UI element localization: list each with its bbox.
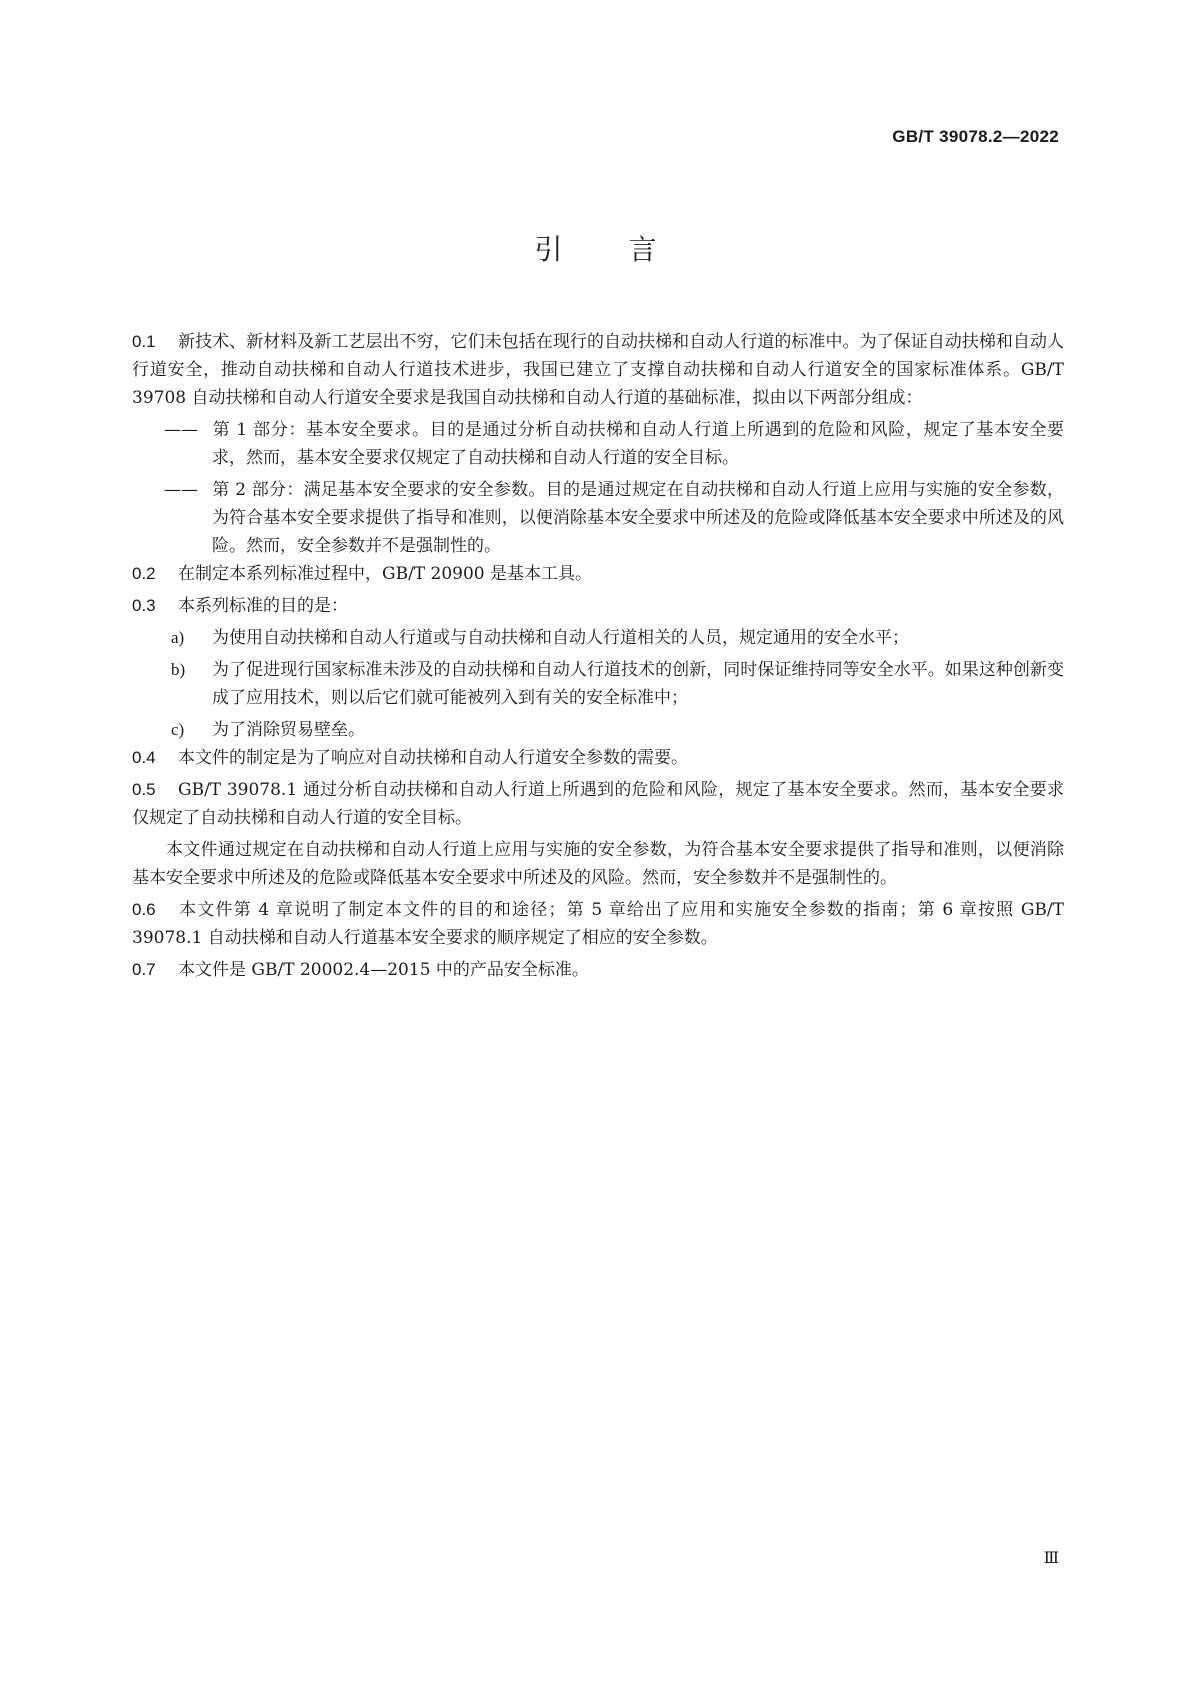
section-number: 0.2 bbox=[132, 564, 156, 583]
section-text: 新技术、新材料及新工艺层出不穷，它们未包括在现行的自动扶梯和自动人行道的标准中。为了保证自动扶梯和自动人行道安全，推动自动扶梯和自动人行道技术进步，我国已建立了支撑自动扶梯和自动人行道安全的国家标准体系。GB/T 39708 自动扶梯和自动人行道安全要求是我国自动扶梯和自动人行道的基础标准，拟由以下两部分组成： bbox=[132, 332, 1064, 408]
section-number: 0.1 bbox=[132, 332, 156, 351]
list-item-text: 为了消除贸易壁垒。 bbox=[212, 720, 365, 740]
dash-marker: —— bbox=[164, 420, 198, 440]
section-number: 0.5 bbox=[132, 780, 156, 799]
dash-item-text: 第 1 部分：基本安全要求。目的是通过分析自动扶梯和自动人行道上所遇到的危险和风险，规定了基本安全要求，然而，基本安全要求仅规定了自动扶梯和自动人行道的安全目标。 bbox=[212, 420, 1064, 468]
list-item-text: 为了促进现行国家标准未涉及的自动扶梯和自动人行道技术的创新，同时保证维持同等安全水平。如果这种创新变成了应用技术，则以后它们就可能被列入到有关的安全标准中； bbox=[212, 660, 1064, 708]
section-number: 0.6 bbox=[132, 900, 156, 919]
dash-marker: —— bbox=[164, 480, 198, 500]
section-text: GB/T 39078.1 通过分析自动扶梯和自动人行道上所遇到的危险和风险，规定了基本安全要求。然而，基本安全要求仅规定了自动扶梯和自动人行道的安全目标。 bbox=[132, 780, 1064, 828]
list-marker: c) bbox=[171, 720, 185, 739]
section-0-1 bbox=[132, 328, 1064, 412]
section-text: 本系列标准的目的是： bbox=[178, 596, 348, 616]
dash-item-part-2 bbox=[132, 476, 1064, 560]
list-item-c bbox=[132, 716, 1064, 744]
page-number: Ⅲ bbox=[1043, 1550, 1059, 1567]
section-0-4 bbox=[132, 744, 1064, 772]
section-text: 本文件第 4 章说明了制定本文件的目的和途径；第 5 章给出了应用和实施安全参数的指南；第 6 章按照 GB/T 39078.1 自动扶梯和自动人行道基本安全要求的顺序规定了相应的安全参数。 bbox=[132, 900, 1064, 948]
section-0-6 bbox=[132, 896, 1064, 952]
section-text: 本文件的制定是为了响应对自动扶梯和自动人行道安全参数的需要。 bbox=[178, 748, 688, 768]
page-title: 引言 bbox=[534, 233, 723, 266]
dash-item-text: 第 2 部分：满足基本安全要求的安全参数。目的是通过规定在自动扶梯和自动人行道上应用与实施的安全参数，为符合基本安全要求提供了指导和准则，以便消除基本安全要求中所述及的危险或降低基本安全要求中所述及的风险。然而，安全参数并不是强制性的。 bbox=[212, 480, 1064, 556]
header-standard-code: GB/T 39078.2—2022 bbox=[892, 127, 1059, 146]
list-marker: a) bbox=[171, 628, 185, 647]
document-body bbox=[132, 328, 1064, 984]
section-0-5-continuation: 本文件通过规定在自动扶梯和自动人行道上应用与实施的安全参数，为符合基本安全要求提供了指导和准则，以便消除基本安全要求中所述及的危险或降低基本安全要求中所述及的风险。然而，安全参数并不是强制性的。 bbox=[132, 840, 1064, 888]
section-text: 本文件是 GB/T 20002.4—2015 中的产品安全标准。 bbox=[178, 960, 589, 980]
list-item-text: 为使用自动扶梯和自动人行道或与自动扶梯和自动人行道相关的人员，规定通用的安全水平； bbox=[212, 628, 909, 648]
list-item-b bbox=[132, 656, 1064, 712]
section-number: 0.3 bbox=[132, 596, 156, 615]
list-marker: b) bbox=[171, 660, 186, 679]
section-number: 0.7 bbox=[132, 960, 156, 979]
section-number: 0.4 bbox=[132, 748, 156, 767]
section-0-5 bbox=[132, 776, 1064, 832]
section-text: 在制定本系列标准过程中，GB/T 20900 是基本工具。 bbox=[178, 564, 593, 584]
dash-item-part-1 bbox=[132, 416, 1064, 472]
section-0-7 bbox=[132, 956, 1064, 984]
list-item-a bbox=[132, 624, 1064, 652]
section-0-3 bbox=[132, 592, 1064, 620]
section-0-2 bbox=[132, 560, 1064, 588]
